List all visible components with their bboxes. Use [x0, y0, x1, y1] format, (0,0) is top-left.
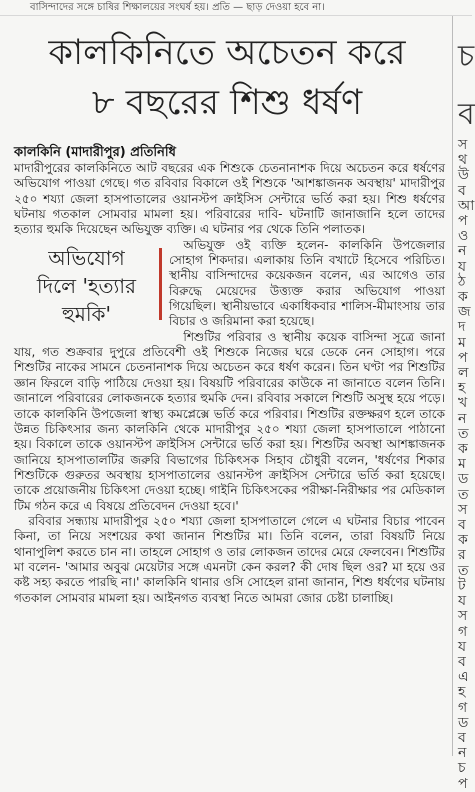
- paragraph-4: রবিবার সন্ধ্যায় মাদারীপুর ২৫০ শয্যা জেলা হাসপাতালে গেলে এ ঘটনার বিচার পাবেন কিনা, তা নিয়ে সংশয়ের কথা জানান শিশুটির মা। তিনি বলেন, তারা বিষয়টি নিয়ে থানাপুলিশ করতে চান না। তাহলে সোহাগ ও তার লোকজন তাদের মেরে ফেলবেন। শিশুটির মা বলেন- 'আমার অবুঝ মেয়েটার সঙ্গে এমনটা কেন করল? কী দোষ ছিল ওর? মা হয়ে ওর কষ্ট সহ্য করতে পারছি না।' কালকিনি থানার ওসি সোহেল রানা জানান, শিশু ধর্ষণের ঘটনায় গতকাল সোমবার মামলা হয়। আইনগত ব্যবস্থা নিতে আমরা জোর চেষ্টা চালাচ্ছি।: [14, 513, 445, 605]
- adjacent-column-fragment: ক: [458, 532, 468, 549]
- adjacent-column-fragment: চ: [458, 39, 475, 74]
- adjacent-column-fragment: র: [458, 547, 466, 564]
- adjacent-column-fragment: ল: [458, 365, 469, 382]
- adjacent-column-fragment: ম: [458, 456, 466, 473]
- adjacent-column-fragment: চ: [458, 760, 466, 777]
- article-body: [14, 161, 445, 606]
- adjacent-column-fragment: ব: [458, 97, 475, 132]
- pull-quote-line-3: হুমকি': [61, 301, 112, 326]
- headline-line-2: ৮ বছরের শিশু ধর্ষণ: [91, 83, 363, 123]
- adjacent-column-fragment: এ: [458, 669, 469, 686]
- pull-quote-line-2: দিলে 'হত্যার: [36, 273, 137, 298]
- adjacent-column-fragment: প: [458, 349, 468, 366]
- adjacent-column-fragment: ঠ: [458, 273, 466, 290]
- adjacent-column-fragment: ড: [458, 714, 469, 731]
- adjacent-column-fragment: য: [458, 638, 467, 655]
- adjacent-column-fragment: ব: [458, 729, 466, 746]
- adjacent-column-fragment: ব: [458, 653, 466, 670]
- adjacent-column-fragment: য: [458, 593, 467, 610]
- adjacent-column-fragment: হ: [458, 684, 466, 701]
- headline-line-1: কালকিনিতে অচেতন করে: [48, 33, 406, 73]
- adjacent-column-fragment: স: [458, 608, 468, 625]
- paragraph-3: শিশুটির পরিবার ও স্থানীয় কয়েক বাসিন্দা সূত্রে জানা যায়, গত শুক্রবার দুপুরে প্রতিবেশী ওই শিশুকে নিজের ঘরে ডেকে নেন সোহাগ। পরে শিশুটির নাকের সামনে চেতনানাশক দিয়ে অচেতন করে ধর্ষণ করেন। তিন ঘণ্টা পর শিশুটির জ্ঞান ফিরলে বাড়ি পাঠিয়ে দেওয়া হয়। বিষয়টি পরিবারের কাউকে না জানাতে বলেন তিনি। জানালে পরিবারের লোকজনকে হত্যার হুমকি দেন। রবিবার সকালে শিশুটি অসুস্থ হয়ে পড়ে। তাকে কালকিনি উপজেলা স্বাস্থ্য কমপ্লেক্সে ভর্তি করে পরিবার। শিশুটির রক্তক্ষরণ হলে তাকে উন্নত চিকিৎসার জন্য কালকিনি থেকে মাদারীপুর ২৫০ শয্যা জেলা হাসপাতালে পাঠানো হয়। বিকালে তাকে ওয়ানস্টপ ক্রাইসিস সেন্টারে ভর্তি করা হয়। শিশুটির অবস্থা আশঙ্কাজনক জানিয়ে হাসপাতালটির জরুরি বিভাগের চিকিৎসক সিহাব চৌধুরী বলেন, 'ধর্ষণের শিকার শিশুটিকে গুরুতর অবস্থায় হাসপাতালের ওয়ানস্টপ ক্রাইসিস সেন্টারে ভর্তি করা হয়েছে। তাকে প্রয়োজনীয় চিকিৎসা দেওয়া হচ্ছে। গাইনি চিকিৎসকের পরীক্ষা-নিরীক্ষার পর মেডিকাল টিম গঠন করে এ বিষয়ে প্রতিবেদন দেওয়া হবে।': [14, 329, 445, 513]
- adjacent-column-fragment: খ: [458, 395, 468, 412]
- previous-article-snippet: বাসিন্দাদের সঙ্গে চাষির শিক্ষালয়ের সংঘর্ষ হয়। প্রতি — ছাড় দেওয়া হবে না।: [0, 0, 472, 16]
- adjacent-column-fragment: গ: [458, 699, 468, 716]
- adjacent-column-fragment: ম: [458, 334, 466, 351]
- adjacent-column-fragment: য: [458, 258, 467, 275]
- adjacent-column-fragment: স: [458, 137, 468, 153]
- adjacent-column-fragment: ক: [458, 289, 468, 306]
- adjacent-column-fragment: ড: [458, 471, 469, 488]
- adjacent-column-fragment: ও: [458, 228, 469, 245]
- adjacent-column-fragment: গ: [458, 623, 468, 640]
- adjacent-column: [458, 22, 475, 792]
- adjacent-column-fragment: ব: [458, 182, 466, 199]
- adjacent-column-fragment: স: [458, 501, 468, 518]
- adjacent-column-fragment: ত: [458, 562, 469, 579]
- paragraph-2: অভিযুক্ত ওই ব্যক্তি হলেন- কালকিনি উপজেলার সোহাগ শিকদার। এলাকায় তিনি বখাটে হিসেবে পরিচিত। স্থানীয় বাসিন্দাদের কয়েকজন বলেন, এর আগেও তার বিরুদ্ধে মেয়েদের উত্ত্যক্ত করার অভিযোগ পাওয়া গিয়েছিল। স্থানীয়ভাবে একাধিকবার শালিস-মীমাংসায় তার বিচার ও জরিমানা করা হয়েছে।: [169, 237, 445, 329]
- adjacent-column-fragment: ন: [458, 745, 467, 762]
- adjacent-column-fragment: ত: [458, 425, 469, 442]
- paragraph-1: মাদারীপুরের কালকিনিতে আট বছরের এক শিশুকে চেতনানাশক দিয়ে অচেতন করে ধর্ষণের অভিযোগ পাওয়া গেছে। গত রবিবার বিকালে ওই শিশুকে 'আশঙ্কাজনক অবস্থায়' মাদারীপুর ২৫০ শয্যা জেলা হাসপাতালের ওয়ানস্টপ ক্রাইসিস সেন্টারে ভর্তি করা হয়। শিশু ধর্ষণের ঘটনায় গতকাল সোমবার মামলা হয়। পরিবারের দাবি- ঘটনাটি জানাজানি হলে তাদের হত্যার হুমকি দিয়েছেন অভিযুক্ত ব্যক্তি। এ ঘটনার পর থেকে তিনি পলাতক।: [14, 161, 445, 237]
- adjacent-column-fragment: জ: [458, 304, 471, 321]
- adjacent-column-fragment: থ: [458, 152, 468, 169]
- adjacent-column-fragment: ন: [458, 243, 467, 260]
- adjacent-column-fragment: ত: [458, 486, 469, 503]
- pull-quote-line-1: অভিযোগ: [48, 245, 125, 270]
- adjacent-column-fragment: উ: [458, 167, 469, 184]
- adjacent-column-fragment: প: [458, 775, 468, 792]
- column-divider: [452, 16, 453, 756]
- adjacent-column-fragment: হ: [458, 380, 466, 397]
- adjacent-column-fragment: আ: [458, 197, 475, 214]
- pull-quote-accent-bar: [159, 248, 162, 320]
- adjacent-column-fragment: ন: [458, 410, 467, 427]
- adjacent-column-fragment: প: [458, 213, 468, 230]
- adjacent-column-fragment: ক: [458, 441, 468, 458]
- headline: [12, 28, 442, 128]
- pull-quote: [14, 244, 159, 332]
- adjacent-column-fragment: দ: [458, 319, 466, 336]
- byline: কালকিনি (মাদারীপুর) প্রতিনিধি: [14, 145, 176, 160]
- adjacent-column-fragment: ট: [458, 577, 466, 594]
- adjacent-column-fragment: ব: [458, 517, 466, 534]
